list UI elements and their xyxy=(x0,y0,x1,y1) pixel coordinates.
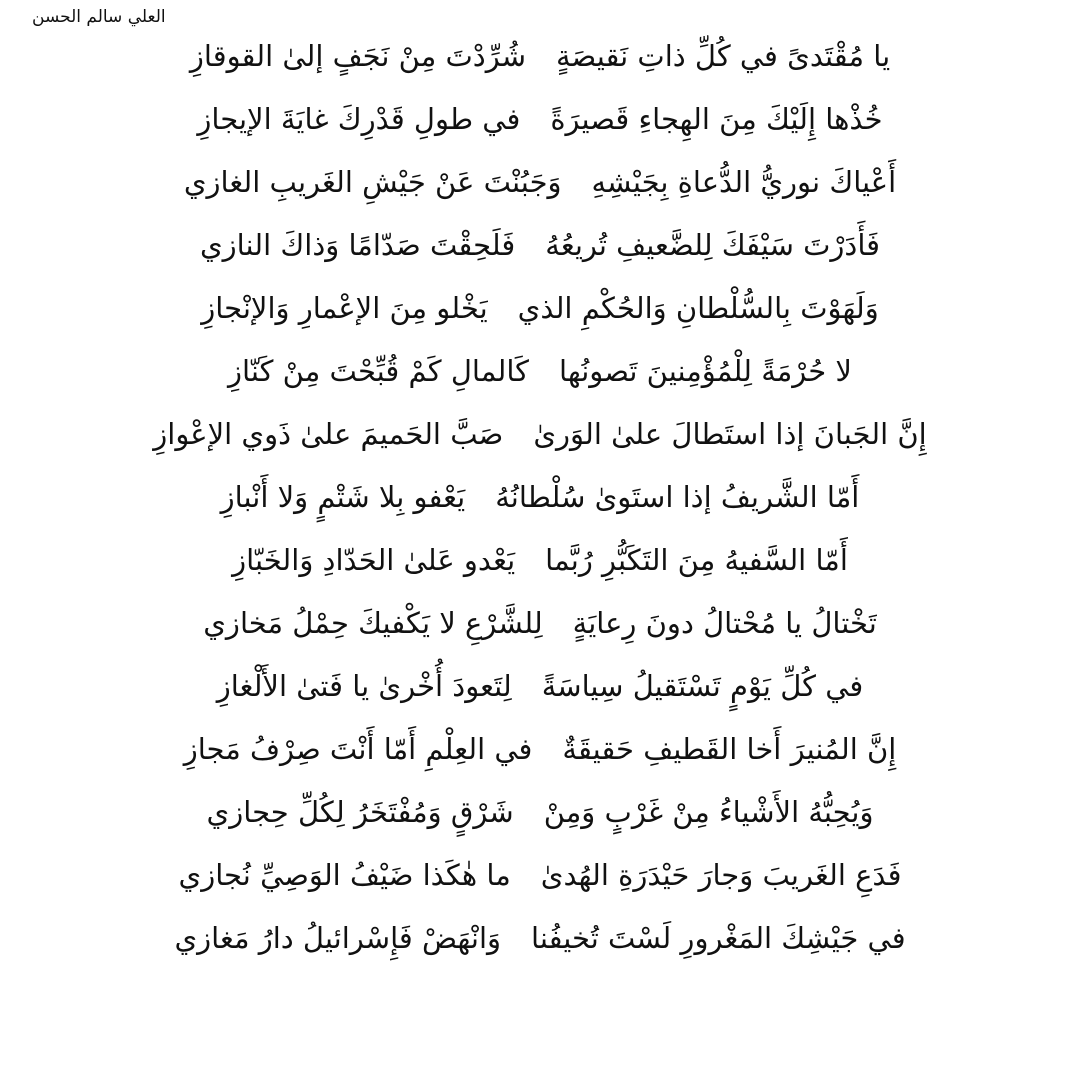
verse-second-hemistich: فَلَحِقْتَ صَدّامًا وَذاكَ النازي xyxy=(199,227,516,262)
verse-second-hemistich: لِلشَّرْعِ لا يَكْفيكَ حِمْلُ مَخازي xyxy=(203,605,543,640)
verse-second-hemistich: يَعْدو عَلىٰ الحَدّادِ وَالخَبّازِ xyxy=(232,542,516,577)
verse-first-hemistich: فَدَعِ الغَريبَ وَجارَ حَيْدَرَةِ الهُدىٰ xyxy=(540,857,902,892)
verse-second-hemistich: في طولِ قَدْرِكَ غايَةَ الإيجازِ xyxy=(197,101,521,136)
verse xyxy=(0,654,1080,717)
verse xyxy=(0,339,1080,402)
verse-second-hemistich: كَالمالِ كَمْ قُبِّحْتَ مِنْ كَنّازِ xyxy=(228,353,529,388)
verse xyxy=(0,213,1080,276)
verse-first-hemistich: في كُلِّ يَوْمٍ تَسْتَقيلُ سِياسَةً xyxy=(541,668,864,703)
verse-first-hemistich: أَمّا السَّفيهُ مِنَ التَكَبُّرِ رُبَّما xyxy=(545,542,848,577)
verse-first-hemistich: إِنَّ المُنيرَ أَخا القَطيفِ حَقيقَةٌ xyxy=(562,731,897,766)
verse-second-hemistich: وَجَبُنْتَ عَنْ جَيْشِ الغَريبِ الغازي xyxy=(183,164,562,199)
verse xyxy=(0,87,1080,150)
verse-first-hemistich: فَأَدَرْتَ سَيْفَكَ لِلضَّعيفِ تُريعُهُ xyxy=(545,227,881,262)
verse-first-hemistich: يا مُقْتَدىً في كُلِّ ذاتِ نَقيصَةٍ xyxy=(556,38,891,73)
verse-first-hemistich: وَلَهَوْتَ بِالسُّلْطانِ وَالحُكْمِ الذي xyxy=(517,290,879,325)
verse-second-hemistich: وَانْهَضْ فَإِسْرائيلُ دارُ مَغازي xyxy=(174,920,502,955)
verse xyxy=(0,528,1080,591)
verse xyxy=(0,465,1080,528)
verse xyxy=(0,906,1080,969)
verse-second-hemistich: يَخْلو مِنَ الإعْمارِ وَالإنْجازِ xyxy=(201,290,488,325)
verse-second-hemistich: يَعْفو بِلا شَتْمٍ وَلا أَنْبازِ xyxy=(220,479,466,514)
verse-second-hemistich: صَبَّ الحَميمَ علىٰ ذَوي الإعْوازِ xyxy=(153,416,504,451)
verse-first-hemistich: خُذْها إِلَيْكَ مِنَ الهِجاءِ قَصيرَةً xyxy=(550,101,883,136)
verse-first-hemistich: في جَيْشِكَ المَغْرورِ لَسْتَ تُخيفُنا xyxy=(531,920,906,955)
verse xyxy=(0,591,1080,654)
verse-first-hemistich: لا حُرْمَةً لِلْمُؤْمِنينَ تَصونُها xyxy=(558,353,852,388)
verse xyxy=(0,717,1080,780)
verse-first-hemistich: وَيُحِبُّهُ الأَشْياءُ مِنْ غَرْبٍ وَمِنْ xyxy=(543,794,874,829)
verse xyxy=(0,843,1080,906)
verse xyxy=(0,780,1080,843)
verse-second-hemistich: شُرِّدْتَ مِنْ نَجَفٍ إلىٰ القوقازِ xyxy=(189,38,526,73)
verse-first-hemistich: أَمّا الشَّريفُ إذا استَوىٰ سُلْطانُهُ xyxy=(495,479,860,514)
verse-first-hemistich: تَخْتالُ يا مُحْتالُ دونَ رِعايَةٍ xyxy=(572,605,877,640)
verse-first-hemistich: أَعْياكَ نوريُّ الدُّعاةِ بِجَيْشِهِ xyxy=(591,164,897,199)
author-name: العلي سالم الحسن xyxy=(32,7,166,27)
verse-second-hemistich: ما هٰكَذا ضَيْفُ الوَصِيِّ نُجازي xyxy=(178,857,511,892)
verse xyxy=(0,24,1080,87)
verse xyxy=(0,402,1080,465)
verse-first-hemistich: إِنَّ الجَبانَ إذا استَطالَ علىٰ الوَرىٰ xyxy=(533,416,927,451)
poem xyxy=(0,24,1080,969)
verse-second-hemistich: لِتَعودَ أُخْرىٰ يا فَتىٰ الأَلْغازِ xyxy=(216,668,512,703)
verse xyxy=(0,150,1080,213)
verse-second-hemistich: شَرْقٍ وَمُفْتَخَرُ لِكُلِّ حِجازي xyxy=(206,794,514,829)
verse-second-hemistich: في العِلْمِ أَمّا أَنْتَ صِرْفُ مَجازِ xyxy=(183,731,533,766)
verse xyxy=(0,276,1080,339)
